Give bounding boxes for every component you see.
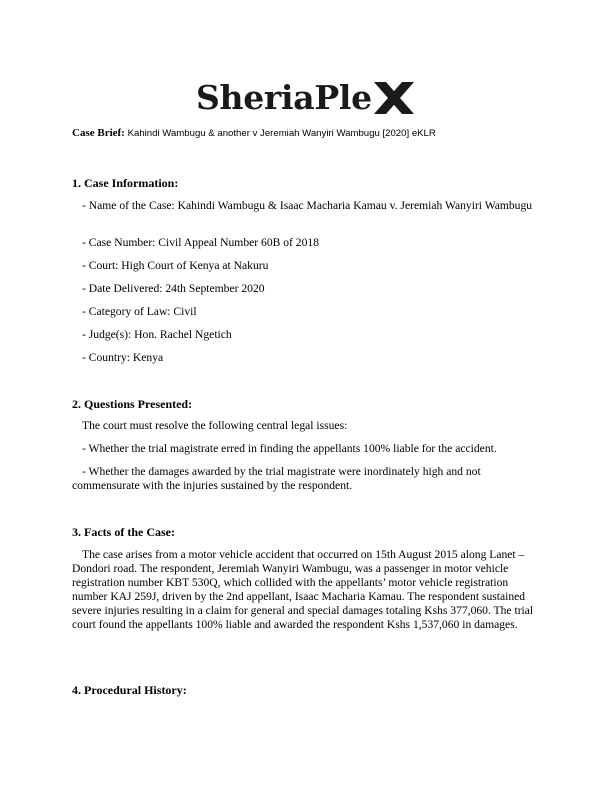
case-brief-title: Kahindi Wambugu & another v Jeremiah Wanyiri Wambugu [2020] eKLR: [127, 128, 436, 139]
case-brief-label: Case Brief:: [72, 127, 125, 139]
info-item-country: - Country: Kenya: [82, 351, 164, 364]
section-heading-questions-presented: 2. Questions Presented:: [72, 397, 193, 411]
logo-wordmark: SheriaPle: [196, 78, 372, 117]
section-heading-facts: 3. Facts of the Case:: [72, 525, 175, 539]
info-item-date-delivered: - Date Delivered: 24th September 2020: [82, 282, 265, 295]
info-item-case-name: - Name of the Case: Kahindi Wambugu & Isaac Macharia Kamau v. Jeremiah Wanyiri Wambugu: [82, 199, 533, 212]
case-brief-line: [72, 126, 552, 141]
info-item-case-number: - Case Number: Civil Appeal Number 60B of 2018: [82, 236, 319, 249]
facts-paragraph: The case arises from a motor vehicle accident that occurred on 15th August 2015 along Lanet – Dondori road. The respondent, Jeremiah Wanyiri Wambugu, was a passenger in motor vehicle registration number KBT 530Q, which collided with the appellants’ motor vehicle registration number KAJ 259J, driven by the 2nd appellant, Isaac Macharia Kamau. The respondent sustained severe injuries resulting in a claim for general and special damages totaling Kshs 377,060. The trial court found the appellants 100% liable and awarded the respondent Kshs 1,537,060 in damages.: [72, 548, 534, 631]
question-item-damages: - Whether the damages awarded by the trial magistrate were inordinately high and not commensurate with the injuries sustained by the respondent.: [72, 465, 481, 492]
info-item-category: - Category of Law: Civil: [82, 305, 197, 318]
sheriaplex-logo: [196, 76, 420, 120]
info-item-judges: - Judge(s): Hon. Rachel Ngetich: [82, 328, 232, 341]
section-heading-procedural-history: 4. Procedural History:: [72, 683, 187, 697]
questions-intro: The court must resolve the following central legal issues:: [82, 419, 348, 432]
info-item-court: - Court: High Court of Kenya at Nakuru: [82, 259, 269, 272]
logo-x-mark-icon: [372, 80, 416, 116]
question-item-liability: - Whether the trial magistrate erred in finding the appellants 100% liable for the accident.: [82, 442, 497, 455]
section-heading-case-information: 1. Case Information:: [72, 176, 179, 190]
